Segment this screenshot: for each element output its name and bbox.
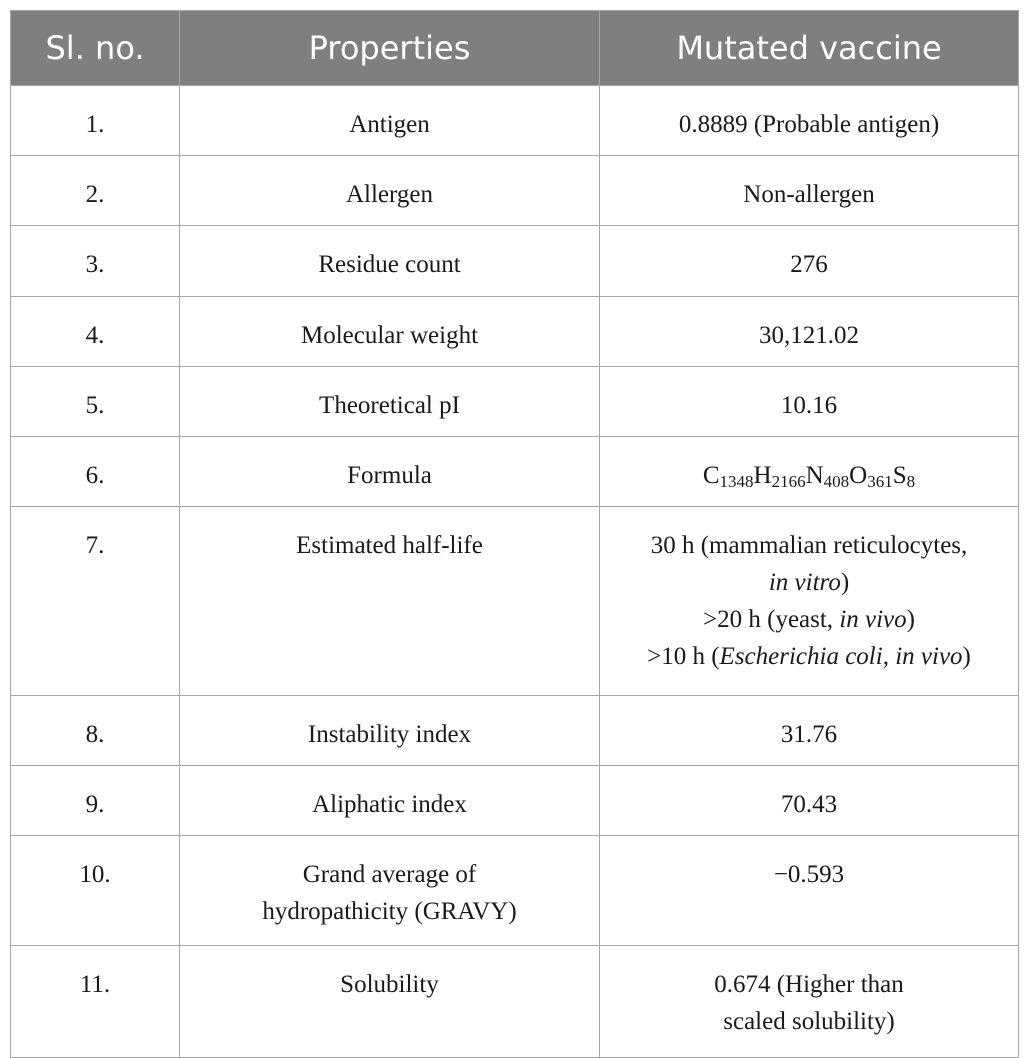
cell-property: Molecular weight <box>180 297 600 367</box>
table-row <box>11 437 1019 507</box>
cell-half-life <box>600 507 1019 696</box>
cell-property: Instability index <box>180 696 600 766</box>
header-sl-no: Sl. no. <box>11 11 180 86</box>
property-line-1: Grand average of <box>302 861 477 888</box>
cell-no: 7. <box>11 507 180 696</box>
header-mutated-vaccine: Mutated vaccine <box>600 11 1019 86</box>
formula-c: C <box>702 462 720 489</box>
half-life-l2-close: ) <box>840 569 850 596</box>
cell-property: Formula <box>180 437 600 507</box>
cell-value: −0.593 <box>600 836 1019 946</box>
table-row <box>11 367 1019 437</box>
cell-value: 30,121.02 <box>600 297 1019 367</box>
half-life-italic-in-vitro: in vitro <box>768 569 841 596</box>
cell-no: 11. <box>11 946 180 1058</box>
properties-table <box>10 10 1019 1058</box>
cell-no: 8. <box>11 696 180 766</box>
table-row <box>11 766 1019 836</box>
cell-property: Solubility <box>180 946 600 1058</box>
half-life-line-3 <box>608 601 1010 638</box>
cell-property <box>180 836 600 946</box>
cell-formula <box>600 437 1019 507</box>
formula-s: S <box>892 462 907 489</box>
formula-o-count: 361 <box>867 472 893 491</box>
cell-value <box>600 946 1019 1058</box>
cell-no: 9. <box>11 766 180 836</box>
formula-c-count: 1348 <box>719 472 754 491</box>
half-life-line-2 <box>608 564 1010 601</box>
table-row <box>11 156 1019 226</box>
cell-property: Residue count <box>180 226 600 297</box>
cell-no: 2. <box>11 156 180 226</box>
table-row <box>11 226 1019 297</box>
value-line-1: 0.674 (Higher than <box>714 971 904 998</box>
formula-s-count: 8 <box>906 472 916 491</box>
cell-property: Aliphatic index <box>180 766 600 836</box>
table-row <box>11 86 1019 156</box>
table-row <box>11 696 1019 766</box>
half-life-l4-open: >10 h ( <box>647 643 720 670</box>
half-life-italic-ecoli: Escherichia coli <box>719 643 883 670</box>
cell-no: 5. <box>11 367 180 437</box>
cell-value: 70.43 <box>600 766 1019 836</box>
table-row <box>11 507 1019 696</box>
table-row <box>11 297 1019 367</box>
cell-value: 276 <box>600 226 1019 297</box>
cell-property: Antigen <box>180 86 600 156</box>
property-line-2: hydropathicity (GRAVY) <box>262 898 517 925</box>
cell-no: 3. <box>11 226 180 297</box>
half-life-italic-in-vivo-ecoli: in vivo <box>895 643 963 670</box>
cell-property: Theoretical pI <box>180 367 600 437</box>
cell-value: 10.16 <box>600 367 1019 437</box>
half-life-l3-pre: >20 h (yeast, <box>703 606 840 633</box>
table-header-row <box>11 11 1019 86</box>
table-row <box>11 836 1019 946</box>
half-life-italic-in-vivo-yeast: in vivo <box>839 606 907 633</box>
half-life-line-1: 30 h (mammalian reticulocytes, <box>650 532 968 559</box>
cell-no: 10. <box>11 836 180 946</box>
properties-table-container <box>10 10 1018 1058</box>
cell-property: Estimated half-life <box>180 507 600 696</box>
cell-value: 31.76 <box>600 696 1019 766</box>
half-life-line-4 <box>608 638 1010 675</box>
half-life-l3-close: ) <box>906 606 915 633</box>
half-life-l4-mid: , <box>882 643 896 670</box>
cell-property: Allergen <box>180 156 600 226</box>
formula-h: H <box>753 462 772 489</box>
cell-value: Non-allergen <box>600 156 1019 226</box>
header-properties: Properties <box>180 11 600 86</box>
cell-no: 4. <box>11 297 180 367</box>
table-row <box>11 946 1019 1058</box>
formula-o: O <box>849 462 868 489</box>
formula-h-count: 2166 <box>771 472 806 491</box>
formula-n: N <box>805 462 824 489</box>
value-line-2: scaled solubility) <box>723 1008 895 1035</box>
half-life-l4-close: ) <box>962 643 971 670</box>
cell-no: 6. <box>11 437 180 507</box>
cell-no: 1. <box>11 86 180 156</box>
cell-value: 0.8889 (Probable antigen) <box>600 86 1019 156</box>
formula-n-count: 408 <box>823 472 850 491</box>
